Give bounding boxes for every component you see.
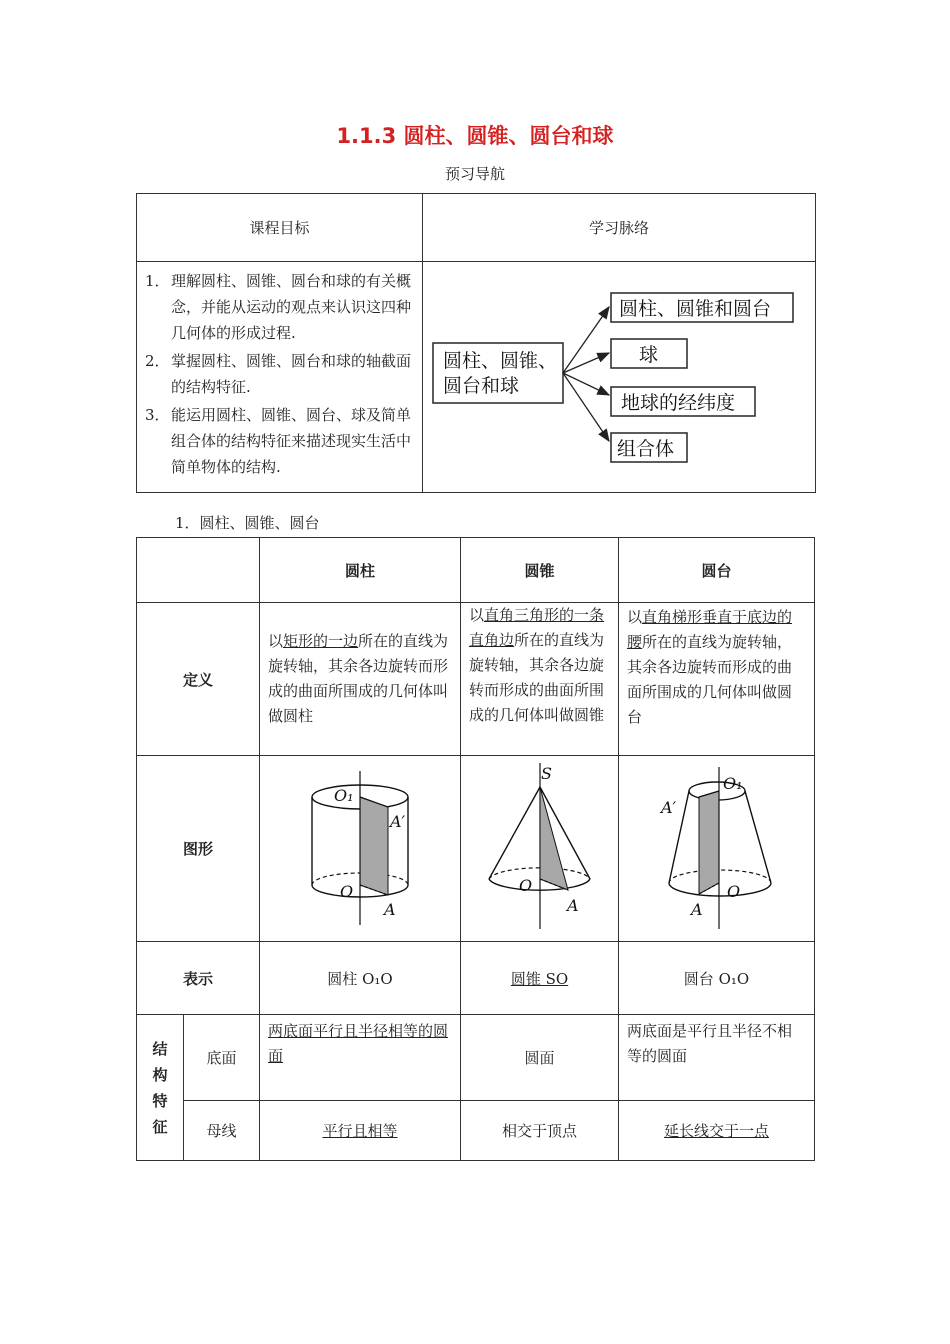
figure-frustum xyxy=(619,756,815,942)
row-label-generatrix: 母线 xyxy=(184,1101,260,1161)
section-heading: 1．圆柱、圆锥、圆台 xyxy=(175,514,320,532)
mindmap-branch-composite: 组合体 xyxy=(617,438,675,460)
label-s: S xyxy=(541,763,552,783)
mindmap-branch-earth-coordinates: 地球的经纬度 xyxy=(621,392,736,414)
mindmap-root-line2: 圆台和球 xyxy=(443,375,520,397)
label-a-prime: A′ xyxy=(661,797,677,817)
header-learning-context: 学习脉络 xyxy=(423,194,816,262)
row-label-base: 底面 xyxy=(184,1015,260,1101)
label-a: A xyxy=(691,899,703,919)
label-a: A xyxy=(384,899,396,919)
notation-frustum: 圆台 O₁O xyxy=(619,942,815,1015)
base-cylinder: 两底面平行且半径相等的圆面 xyxy=(260,1015,461,1101)
generatrix-frustum: 延长线交于一点 xyxy=(619,1101,815,1161)
figure-cone xyxy=(461,756,619,942)
row-label-notation: 表示 xyxy=(137,942,260,1015)
preview-table xyxy=(136,193,816,493)
mindmap-branch-cylinder-cone-frustum: 圆柱、圆锥和圆台 xyxy=(619,298,772,320)
header-cone: 圆锥 xyxy=(461,538,619,603)
label-o: O xyxy=(727,881,741,901)
header-course-goals: 课程目标 xyxy=(137,194,423,262)
page-subtitle: 预习导航 xyxy=(444,165,505,183)
corner-cell xyxy=(137,538,260,603)
figure-cylinder xyxy=(260,756,461,942)
header-frustum: 圆台 xyxy=(619,538,815,603)
solids-table xyxy=(136,537,815,1161)
mindmap-cell xyxy=(423,262,816,493)
base-frustum: 两底面是平行且半径不相等的圆面 xyxy=(619,1015,815,1101)
label-o1: O₁ xyxy=(334,785,354,805)
generatrix-cylinder: 平行且相等 xyxy=(260,1101,461,1161)
mindmap-diagram xyxy=(423,265,815,485)
goal-item: 1． 理解圆柱、圆锥、圆台和球的有关概念，并能从运动的观点来认识这四种几何体的形成过程. xyxy=(145,272,412,342)
label-o: O xyxy=(340,881,354,901)
header-cylinder: 圆柱 xyxy=(260,538,461,603)
notation-cone: 圆锥 SO xyxy=(461,942,619,1015)
row-label-structure: 结 构 特 征 xyxy=(137,1015,184,1161)
mindmap-branch-sphere: 球 xyxy=(639,344,659,366)
row-label-figure: 图形 xyxy=(137,756,260,942)
base-cone: 圆面 xyxy=(461,1015,619,1101)
row-label-definition: 定义 xyxy=(137,603,260,756)
goals-cell xyxy=(137,262,423,493)
cylinder-figure xyxy=(260,757,460,937)
definition-cone: 以直角三角形的一条直角边所在的直线为旋转轴，其余各边旋转而形成的曲面所围成的几何体叫做圆锥 xyxy=(461,603,619,756)
label-a: A xyxy=(567,895,579,915)
label-a-prime: A′ xyxy=(390,811,406,831)
definition-cylinder: 以矩形的一边所在的直线为旋转轴，其余各边旋转而形成的曲面所围成的几何体叫做圆柱 xyxy=(260,603,461,756)
notation-cylinder: 圆柱 O₁O xyxy=(260,942,461,1015)
page-title: 1.1.3 圆柱、圆锥、圆台和球 xyxy=(336,124,614,148)
goal-item: 3． 能运用圆柱、圆锥、圆台、球及简单组合体的结构特征来描述现实生活中简单物体的结构. xyxy=(145,406,412,476)
cone-figure xyxy=(461,757,618,937)
mindmap-root-line1: 圆柱、圆锥、 xyxy=(443,350,558,372)
label-o: O xyxy=(519,875,533,895)
frustum-figure xyxy=(619,757,814,937)
label-o1: O₁ xyxy=(723,773,743,793)
goal-item: 2． 掌握圆柱、圆锥、圆台和球的轴截面的结构特征. xyxy=(145,352,412,396)
definition-frustum: 以直角梯形垂直于底边的腰所在的直线为旋转轴，其余各边旋转而形成的曲面所围成的几何体叫做圆台 xyxy=(619,603,815,756)
generatrix-cone: 相交于顶点 xyxy=(461,1101,619,1161)
